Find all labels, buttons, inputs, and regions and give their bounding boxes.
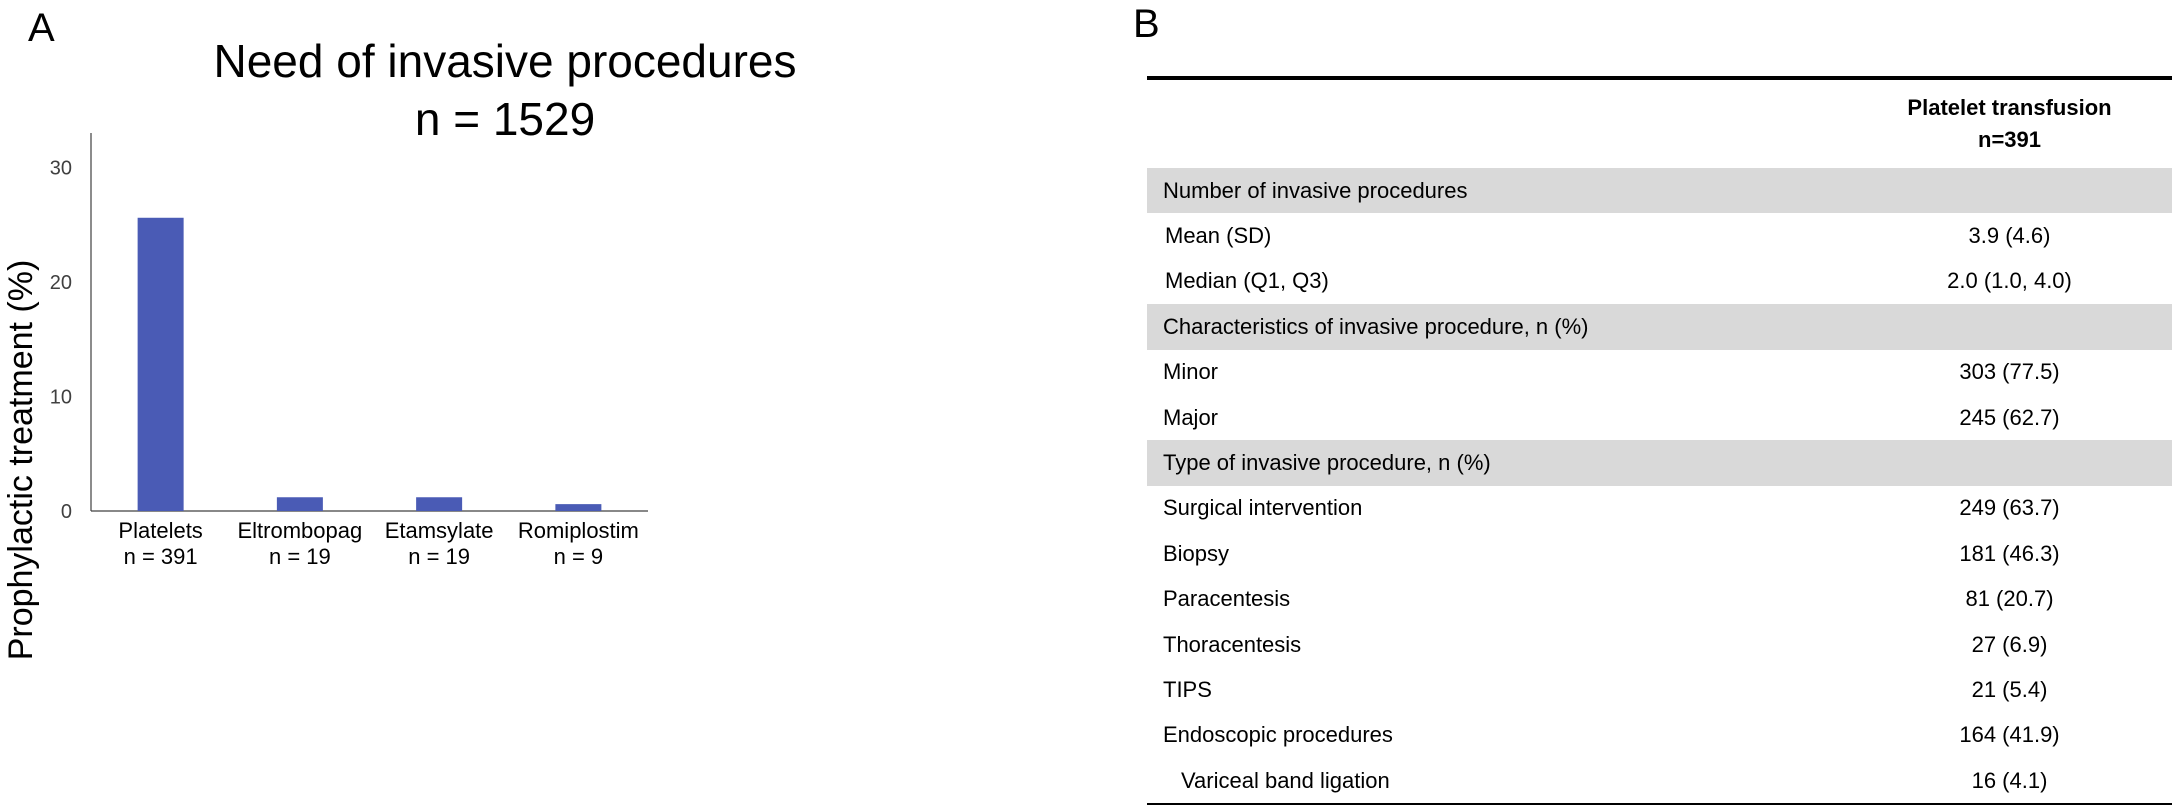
row-label: TIPS <box>1163 676 1212 702</box>
row-label: Surgical intervention <box>1163 495 1363 521</box>
row-value: 249 (63.7) <box>1959 495 2060 521</box>
y-tick-label: 20 <box>49 271 72 294</box>
column-header-n: n=391 <box>1978 127 2041 152</box>
row-label: Minor <box>1163 359 1219 385</box>
table-section-row <box>1147 168 2172 213</box>
chart-subtitle: n = 1529 <box>414 93 596 145</box>
bars-group <box>138 218 602 511</box>
row-value: 303 (77.5) <box>1959 359 2060 385</box>
table-row <box>1147 486 2172 531</box>
category-label: Eltrombopag <box>237 518 363 543</box>
row-value: 16 (4.1) <box>1971 767 2048 793</box>
table-row <box>1147 577 2172 622</box>
table-section-row <box>1147 304 2172 349</box>
row-value <box>1847 304 2172 349</box>
y-axis <box>50 133 91 523</box>
category-label: Romiplostim <box>517 518 639 543</box>
table-row <box>1147 395 2172 440</box>
category-labels <box>118 518 638 569</box>
panel-a-label: A <box>28 6 55 50</box>
y-tick-label: 30 <box>49 157 72 180</box>
category-label: Platelets <box>118 518 203 543</box>
table-row <box>1147 713 2172 758</box>
section-label: Characteristics of invasive procedure, n (%) <box>1147 304 1847 349</box>
row-label: Median (Q1, Q3) <box>1165 268 1329 294</box>
category-n-label: n = 9 <box>553 544 604 569</box>
column-header-title: Platelet transfusion <box>1907 95 2112 120</box>
y-tick-label: 0 <box>60 501 72 523</box>
bar-romiplostim <box>555 504 601 511</box>
table-row <box>1147 350 2172 395</box>
row-label: Major <box>1163 404 1219 430</box>
table-row <box>1147 259 2172 304</box>
table-row <box>1147 622 2172 667</box>
row-value: 164 (41.9) <box>1959 722 2060 748</box>
table-section-row <box>1147 440 2172 485</box>
table-header-empty <box>1147 80 1847 168</box>
table-row <box>1147 531 2172 576</box>
category-n-label: n = 391 <box>123 544 198 569</box>
row-value <box>1847 440 2172 485</box>
table-column-header <box>1847 80 2172 168</box>
chart-title: Need of invasive procedures <box>213 35 797 87</box>
row-label: Thoracentesis <box>1163 631 1302 657</box>
table-header-row <box>1147 80 2172 168</box>
category-label: Etamsylate <box>384 518 494 543</box>
row-value: 27 (6.9) <box>1971 631 2048 657</box>
bar-eltrombopag <box>277 497 323 511</box>
panel-b-label: B <box>1133 2 1160 46</box>
row-value: 3.9 (4.6) <box>1968 223 2051 249</box>
category-n-label: n = 19 <box>268 544 331 569</box>
row-value: 21 (5.4) <box>1971 676 2048 702</box>
table-bottom-rule <box>1147 803 2172 805</box>
bar-platelets <box>138 218 184 511</box>
row-label: Endoscopic procedures <box>1163 722 1393 748</box>
row-label: Biopsy <box>1163 540 1230 566</box>
bar-etamsylate <box>416 497 462 511</box>
y-tick-label: 10 <box>49 386 72 409</box>
table-row <box>1147 667 2172 712</box>
table-row <box>1147 758 2172 803</box>
row-value: 2.0 (1.0, 4.0) <box>1947 268 2072 294</box>
row-label: Variceal band ligation <box>1181 767 1390 793</box>
row-value: 245 (62.7) <box>1959 404 2060 430</box>
section-label: Type of invasive procedure, n (%) <box>1147 440 1847 485</box>
category-n-label: n = 19 <box>408 544 471 569</box>
row-value <box>1847 168 2172 213</box>
section-label: Number of invasive procedures <box>1147 168 1847 213</box>
table-row <box>1147 213 2172 258</box>
row-label: Paracentesis <box>1163 586 1291 612</box>
y-axis-title: Prophylactic treatment (%) <box>2 259 40 661</box>
row-label: Mean (SD) <box>1165 223 1272 249</box>
row-value: 81 (20.7) <box>1965 586 2054 612</box>
row-value: 181 (46.3) <box>1959 540 2060 566</box>
summary-table <box>1147 76 2172 805</box>
